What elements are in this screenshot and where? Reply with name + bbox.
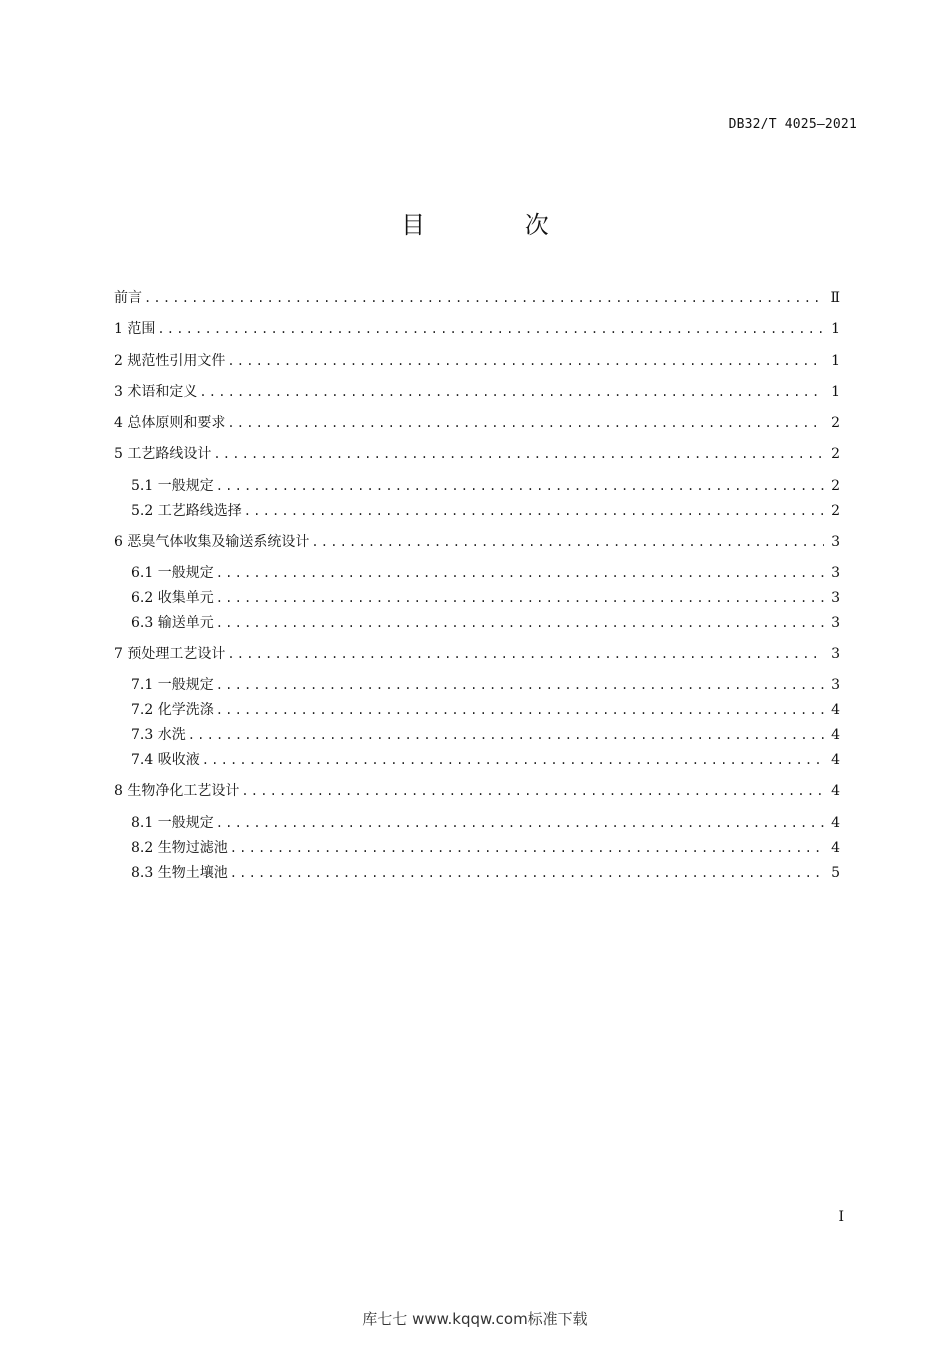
toc-dot-leader bbox=[216, 674, 824, 697]
toc-entry-label: 8.1 一般规定 bbox=[131, 814, 214, 831]
toc-entry[interactable] bbox=[114, 412, 840, 443]
toc-entry-label: 8 生物净化工艺设计 bbox=[114, 783, 240, 800]
toc-entry-page: 3 bbox=[831, 590, 840, 607]
toc-entry-page: 2 bbox=[831, 502, 840, 519]
toc-dot-leader bbox=[227, 643, 824, 666]
toc-entry-page: 3 bbox=[831, 533, 840, 550]
toc-entry-label: 前言 bbox=[114, 290, 142, 306]
toc-entry-label: 6.2 收集单元 bbox=[131, 590, 214, 607]
toc-entry[interactable] bbox=[114, 531, 840, 562]
toc-entry-page: 2 bbox=[831, 446, 840, 463]
toc-entry-label: 5.2 工艺路线选择 bbox=[131, 502, 242, 519]
toc-entry-page: 3 bbox=[831, 646, 840, 663]
toc-entry[interactable] bbox=[114, 381, 840, 412]
toc-dot-leader bbox=[311, 531, 824, 554]
toc-entry-page: 1 bbox=[831, 321, 840, 338]
toc-entry-page: 4 bbox=[831, 783, 840, 800]
toc-entry-label: 6.3 输送单元 bbox=[131, 615, 214, 632]
toc-entry-label: 5 工艺路线设计 bbox=[114, 446, 212, 463]
toc-entry-page: 3 bbox=[831, 677, 840, 694]
toc-entry[interactable] bbox=[114, 612, 840, 643]
toc-entry-page: Ⅱ bbox=[830, 290, 840, 306]
toc-entry[interactable] bbox=[114, 587, 840, 612]
toc-entry[interactable] bbox=[114, 862, 840, 887]
toc-entry[interactable] bbox=[114, 443, 840, 474]
toc-entry[interactable] bbox=[114, 699, 840, 724]
toc-entry-label: 2 规范性引用文件 bbox=[114, 352, 226, 369]
toc-entry-page: 3 bbox=[831, 615, 840, 632]
toc-entry-page: 1 bbox=[831, 383, 840, 400]
toc-title: 目 次 bbox=[401, 211, 595, 239]
footer-watermark: 库七七 www.kqqw.com标准下载 bbox=[362, 1310, 588, 1328]
toc-entry-label: 8.2 生物过滤池 bbox=[131, 839, 228, 856]
toc-entry-page: 1 bbox=[831, 352, 840, 369]
toc-dot-leader bbox=[199, 381, 824, 404]
toc-entry[interactable] bbox=[114, 724, 840, 749]
toc-entry[interactable] bbox=[114, 749, 840, 780]
toc-entry-page: 4 bbox=[831, 752, 840, 769]
toc-entry-page: 2 bbox=[831, 415, 840, 432]
document-code: DB32/T 4025—2021 bbox=[728, 117, 857, 132]
toc-entry-label: 7.2 化学洗涤 bbox=[131, 702, 214, 719]
toc-entry-label: 8.3 生物土壤池 bbox=[131, 864, 228, 881]
toc-entry[interactable] bbox=[114, 318, 840, 349]
toc-dot-leader bbox=[230, 837, 824, 860]
toc-entry-label: 7.4 吸收液 bbox=[131, 752, 200, 769]
toc-entry[interactable] bbox=[114, 643, 840, 674]
table-of-contents bbox=[114, 287, 840, 887]
toc-dot-leader bbox=[244, 500, 824, 523]
toc-dot-leader bbox=[213, 443, 824, 466]
toc-entry[interactable] bbox=[114, 837, 840, 862]
toc-entry[interactable] bbox=[114, 350, 840, 381]
toc-entry-page: 3 bbox=[831, 565, 840, 582]
toc-dot-leader bbox=[241, 780, 824, 803]
toc-entry-label: 7.3 水洗 bbox=[131, 727, 186, 744]
toc-dot-leader bbox=[216, 812, 824, 835]
toc-entry-page: 4 bbox=[831, 839, 840, 856]
toc-entry-label: 6.1 一般规定 bbox=[131, 565, 214, 582]
toc-entry-label: 7 预处理工艺设计 bbox=[114, 646, 226, 663]
toc-entry-page: 4 bbox=[831, 814, 840, 831]
toc-entry-label: 3 术语和定义 bbox=[114, 383, 198, 400]
toc-entry-page: 5 bbox=[831, 864, 840, 881]
toc-dot-leader bbox=[216, 612, 824, 635]
toc-entry-page: 4 bbox=[831, 702, 840, 719]
toc-dot-leader bbox=[216, 699, 824, 722]
toc-entry-page: 2 bbox=[831, 477, 840, 494]
toc-entry-label: 7.1 一般规定 bbox=[131, 677, 214, 694]
toc-entry-label: 6 恶臭气体收集及输送系统设计 bbox=[114, 533, 310, 550]
toc-entry[interactable] bbox=[114, 812, 840, 837]
toc-entry[interactable] bbox=[114, 780, 840, 811]
toc-entry[interactable] bbox=[114, 562, 840, 587]
toc-entry-label: 4 总体原则和要求 bbox=[114, 415, 226, 432]
toc-dot-leader bbox=[216, 587, 824, 610]
toc-dot-leader bbox=[216, 562, 824, 585]
toc-dot-leader bbox=[188, 724, 824, 747]
toc-entry-page: 4 bbox=[831, 727, 840, 744]
page-number: I bbox=[838, 1209, 844, 1225]
toc-entry-label: 1 范围 bbox=[114, 321, 156, 338]
toc-entry[interactable] bbox=[114, 475, 840, 500]
toc-dot-leader bbox=[144, 287, 824, 310]
toc-dot-leader bbox=[230, 862, 824, 885]
toc-dot-leader bbox=[216, 475, 824, 498]
toc-dot-leader bbox=[202, 749, 824, 772]
toc-entry[interactable] bbox=[114, 674, 840, 699]
toc-entry-label: 5.1 一般规定 bbox=[131, 477, 214, 494]
toc-dot-leader bbox=[227, 412, 824, 435]
toc-entry[interactable] bbox=[114, 287, 840, 318]
toc-dot-leader bbox=[227, 350, 824, 373]
toc-entry[interactable] bbox=[114, 500, 840, 531]
toc-dot-leader bbox=[157, 318, 824, 341]
